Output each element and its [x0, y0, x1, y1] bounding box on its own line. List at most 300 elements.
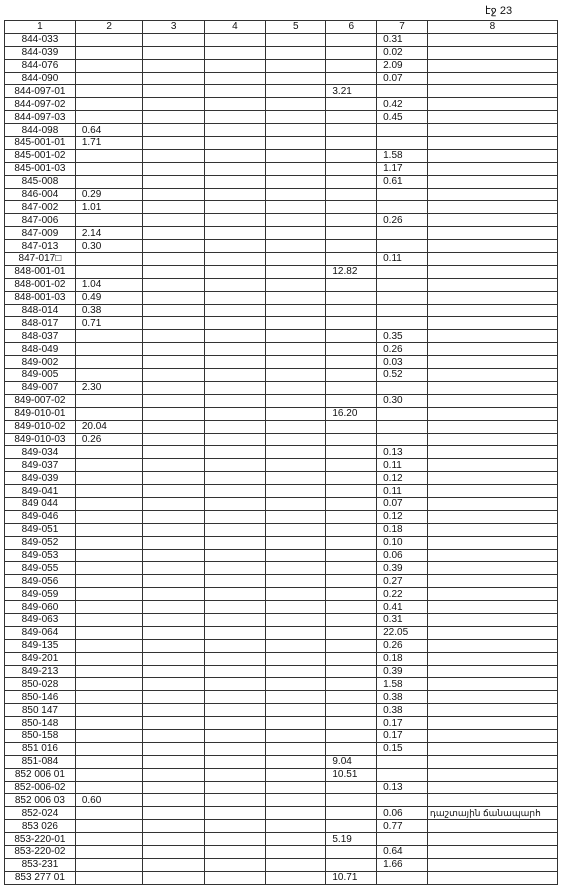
table-cell: 852 006 01 — [5, 768, 76, 781]
table-cell: 1.66 — [377, 858, 428, 871]
table-cell — [204, 433, 265, 446]
table-cell — [75, 613, 143, 626]
table-cell — [427, 330, 557, 343]
table-cell — [427, 871, 557, 884]
table-cell: 847-017□ — [5, 253, 76, 266]
table-cell — [326, 394, 377, 407]
table-cell — [204, 665, 265, 678]
table-row — [5, 652, 558, 665]
table-row — [5, 536, 558, 549]
table-cell — [204, 111, 265, 124]
table-cell: 0.13 — [377, 781, 428, 794]
table-cell — [143, 356, 204, 369]
table-cell: 852-024 — [5, 807, 76, 820]
table-cell — [75, 846, 143, 859]
table-cell — [75, 265, 143, 278]
table-cell: 5.19 — [326, 833, 377, 846]
table-cell: 849-007-02 — [5, 394, 76, 407]
table-cell — [427, 420, 557, 433]
table-cell: 844-097-02 — [5, 98, 76, 111]
table-cell — [266, 626, 326, 639]
table-cell: 0.17 — [377, 717, 428, 730]
table-cell — [326, 485, 377, 498]
table-cell — [427, 433, 557, 446]
table-row — [5, 820, 558, 833]
table-cell — [326, 175, 377, 188]
table-cell: 0.38 — [377, 691, 428, 704]
table-cell — [204, 871, 265, 884]
table-cell — [143, 768, 204, 781]
table-cell — [266, 227, 326, 240]
table-cell — [377, 201, 428, 214]
table-cell — [266, 794, 326, 807]
table-row — [5, 59, 558, 72]
table-row — [5, 601, 558, 614]
table-cell — [427, 575, 557, 588]
table-body — [5, 33, 558, 884]
table-cell — [204, 575, 265, 588]
table-cell: 9.04 — [326, 755, 377, 768]
table-row — [5, 33, 558, 46]
table-cell: 12.82 — [326, 265, 377, 278]
table-cell — [266, 704, 326, 717]
table-cell — [204, 485, 265, 498]
table-cell — [266, 588, 326, 601]
table-cell — [143, 265, 204, 278]
table-cell — [204, 639, 265, 652]
table-cell — [75, 72, 143, 85]
table-cell — [427, 59, 557, 72]
table-cell — [326, 291, 377, 304]
table-cell: 0.31 — [377, 33, 428, 46]
table-cell — [266, 846, 326, 859]
column-header: 7 — [377, 21, 428, 34]
table-cell — [204, 717, 265, 730]
table-cell — [204, 253, 265, 266]
table-cell — [427, 626, 557, 639]
table-cell — [427, 304, 557, 317]
table-cell — [204, 356, 265, 369]
table-cell — [427, 369, 557, 382]
table-row — [5, 227, 558, 240]
table-cell — [427, 652, 557, 665]
table-cell — [427, 85, 557, 98]
table-cell — [75, 523, 143, 536]
table-cell — [427, 588, 557, 601]
table-cell: 847-009 — [5, 227, 76, 240]
table-cell — [75, 755, 143, 768]
table-cell — [75, 781, 143, 794]
table-row — [5, 381, 558, 394]
table-cell — [75, 459, 143, 472]
table-cell — [143, 137, 204, 150]
table-cell — [266, 111, 326, 124]
table-cell — [377, 137, 428, 150]
table-cell — [204, 523, 265, 536]
table-row — [5, 253, 558, 266]
table-cell — [75, 742, 143, 755]
table-cell — [427, 781, 557, 794]
table-cell — [427, 742, 557, 755]
table-row — [5, 394, 558, 407]
table-cell — [75, 729, 143, 742]
table-cell: 2.09 — [377, 59, 428, 72]
table-cell: 0.18 — [377, 523, 428, 536]
table-cell: 849-055 — [5, 562, 76, 575]
table-cell — [204, 768, 265, 781]
table-row — [5, 291, 558, 304]
table-cell: 0.60 — [75, 794, 143, 807]
table-cell — [326, 369, 377, 382]
column-header: 4 — [204, 21, 265, 34]
table-cell — [427, 549, 557, 562]
table-cell — [143, 278, 204, 291]
table-cell — [75, 98, 143, 111]
table-cell — [75, 820, 143, 833]
table-cell: 845-001-03 — [5, 162, 76, 175]
table-cell — [75, 343, 143, 356]
table-row — [5, 356, 558, 369]
table-cell — [266, 562, 326, 575]
table-cell — [427, 678, 557, 691]
table-cell — [75, 369, 143, 382]
table-cell — [326, 227, 377, 240]
table-cell — [266, 137, 326, 150]
table-cell — [326, 652, 377, 665]
table-cell — [326, 137, 377, 150]
table-cell — [204, 124, 265, 137]
table-cell: 853-220-02 — [5, 846, 76, 859]
table-cell — [326, 820, 377, 833]
table-cell — [204, 394, 265, 407]
table-cell — [427, 794, 557, 807]
table-cell: 0.11 — [377, 485, 428, 498]
table-cell — [427, 72, 557, 85]
table-cell — [204, 833, 265, 846]
table-cell — [326, 330, 377, 343]
table-cell — [143, 240, 204, 253]
table-cell: 0.77 — [377, 820, 428, 833]
table-cell — [326, 124, 377, 137]
table-cell: 844-076 — [5, 59, 76, 72]
table-cell — [326, 111, 377, 124]
table-row — [5, 794, 558, 807]
table-cell: 853-231 — [5, 858, 76, 871]
table-cell — [427, 98, 557, 111]
table-cell — [326, 72, 377, 85]
table-cell — [266, 871, 326, 884]
table-cell — [75, 858, 143, 871]
table-cell — [143, 111, 204, 124]
table-cell: 1.71 — [75, 137, 143, 150]
table-cell — [75, 601, 143, 614]
table-cell — [75, 510, 143, 523]
table-cell — [266, 755, 326, 768]
table-cell — [377, 188, 428, 201]
table-cell: 0.27 — [377, 575, 428, 588]
table-cell — [377, 833, 428, 846]
table-cell — [326, 278, 377, 291]
table-cell — [427, 162, 557, 175]
table-row — [5, 175, 558, 188]
table-cell — [266, 369, 326, 382]
table-cell — [427, 497, 557, 510]
table-cell — [326, 497, 377, 510]
table-cell — [326, 536, 377, 549]
table-cell — [266, 639, 326, 652]
table-cell: 20.04 — [75, 420, 143, 433]
table-row — [5, 111, 558, 124]
table-cell — [427, 137, 557, 150]
table-cell — [143, 755, 204, 768]
table-cell: 0.18 — [377, 652, 428, 665]
table-cell — [75, 549, 143, 562]
table-row — [5, 704, 558, 717]
table-cell — [204, 149, 265, 162]
table-cell — [377, 278, 428, 291]
table-cell: 1.17 — [377, 162, 428, 175]
table-cell — [326, 59, 377, 72]
table-cell — [266, 613, 326, 626]
table-cell — [427, 510, 557, 523]
table-cell — [326, 433, 377, 446]
table-cell — [326, 807, 377, 820]
table-cell — [326, 162, 377, 175]
table-cell — [204, 317, 265, 330]
table-cell: 850-028 — [5, 678, 76, 691]
table-cell: 848-001-03 — [5, 291, 76, 304]
table-cell: 849-037 — [5, 459, 76, 472]
table-cell — [266, 472, 326, 485]
table-cell: 1.04 — [75, 278, 143, 291]
table-cell — [143, 794, 204, 807]
table-cell — [326, 420, 377, 433]
table-cell — [266, 253, 326, 266]
table-row — [5, 188, 558, 201]
table-cell — [75, 407, 143, 420]
table-cell — [75, 33, 143, 46]
table-cell — [204, 343, 265, 356]
table-cell — [204, 742, 265, 755]
table-cell: 16.20 — [326, 407, 377, 420]
table-cell — [204, 137, 265, 150]
table-cell: 0.31 — [377, 613, 428, 626]
table-cell: 844-039 — [5, 46, 76, 59]
table-cell: 0.39 — [377, 665, 428, 678]
table-cell — [326, 381, 377, 394]
table-cell — [143, 188, 204, 201]
table-cell — [204, 85, 265, 98]
table-row — [5, 678, 558, 691]
table-cell: 0.30 — [377, 394, 428, 407]
header-row — [5, 21, 558, 34]
table-cell: 853-220-01 — [5, 833, 76, 846]
table-cell: 0.41 — [377, 601, 428, 614]
table-cell — [266, 149, 326, 162]
table-cell — [75, 46, 143, 59]
table-cell — [326, 188, 377, 201]
table-cell: 847-006 — [5, 214, 76, 227]
column-header: 3 — [143, 21, 204, 34]
table-cell — [427, 665, 557, 678]
table-cell: 849-135 — [5, 639, 76, 652]
table-row — [5, 124, 558, 137]
table-cell — [427, 201, 557, 214]
table-cell — [377, 381, 428, 394]
table-cell: 0.39 — [377, 562, 428, 575]
table-row — [5, 472, 558, 485]
table-cell — [143, 253, 204, 266]
table-cell — [143, 472, 204, 485]
table-cell — [427, 768, 557, 781]
table-cell — [75, 162, 143, 175]
table-cell — [326, 781, 377, 794]
column-header: 8 — [427, 21, 557, 34]
table-cell: 0.45 — [377, 111, 428, 124]
table-cell: 849-063 — [5, 613, 76, 626]
table-cell: 849-002 — [5, 356, 76, 369]
table-row — [5, 85, 558, 98]
table-cell: 0.12 — [377, 510, 428, 523]
table-cell — [427, 446, 557, 459]
table-cell — [377, 407, 428, 420]
table-cell: 1.58 — [377, 678, 428, 691]
table-cell — [143, 72, 204, 85]
table-cell: 852 006 03 — [5, 794, 76, 807]
table-cell — [204, 175, 265, 188]
table-row — [5, 781, 558, 794]
table-cell — [266, 575, 326, 588]
table-cell: 850-148 — [5, 717, 76, 730]
table-cell — [204, 807, 265, 820]
table-cell — [204, 201, 265, 214]
table-cell — [326, 253, 377, 266]
table-cell — [143, 369, 204, 382]
table-cell — [427, 265, 557, 278]
table-cell — [266, 33, 326, 46]
table-row — [5, 149, 558, 162]
table-cell — [204, 497, 265, 510]
table-cell — [143, 846, 204, 859]
table-cell: 849-010-02 — [5, 420, 76, 433]
table-cell — [266, 549, 326, 562]
table-cell — [326, 356, 377, 369]
table-cell — [326, 446, 377, 459]
table-cell — [204, 162, 265, 175]
column-header: 5 — [266, 21, 326, 34]
table-cell — [143, 330, 204, 343]
table-cell — [326, 846, 377, 859]
table-cell — [266, 330, 326, 343]
table-cell: 845-001-01 — [5, 137, 76, 150]
table-cell — [266, 175, 326, 188]
table-row — [5, 278, 558, 291]
table-cell — [75, 588, 143, 601]
table-cell — [143, 497, 204, 510]
table-cell: 849-059 — [5, 588, 76, 601]
table-cell — [143, 871, 204, 884]
table-cell — [75, 149, 143, 162]
table-cell — [326, 214, 377, 227]
table-cell — [266, 265, 326, 278]
table-cell: 10.51 — [326, 768, 377, 781]
table-cell — [143, 781, 204, 794]
table-cell — [143, 536, 204, 549]
table-cell — [427, 472, 557, 485]
table-cell — [204, 98, 265, 111]
table-cell — [204, 214, 265, 227]
table-row — [5, 871, 558, 884]
table-cell — [266, 291, 326, 304]
table-cell — [326, 149, 377, 162]
table-cell: 0.26 — [377, 214, 428, 227]
table-cell — [266, 485, 326, 498]
table-cell: 849-052 — [5, 536, 76, 549]
table-cell: 847-013 — [5, 240, 76, 253]
table-cell — [143, 59, 204, 72]
table-cell — [204, 562, 265, 575]
table-cell — [266, 459, 326, 472]
table-row — [5, 330, 558, 343]
table-cell — [427, 227, 557, 240]
table-row — [5, 317, 558, 330]
table-cell — [427, 278, 557, 291]
table-cell — [204, 265, 265, 278]
table-cell — [266, 729, 326, 742]
table-cell — [75, 394, 143, 407]
table-cell — [427, 729, 557, 742]
table-cell — [75, 678, 143, 691]
table-cell — [143, 717, 204, 730]
table-cell — [143, 433, 204, 446]
table-cell: 849-007 — [5, 381, 76, 394]
table-cell — [266, 356, 326, 369]
land-parcel-table — [4, 20, 558, 885]
table-cell: 849-034 — [5, 446, 76, 459]
table-row — [5, 510, 558, 523]
table-cell: 850 147 — [5, 704, 76, 717]
table-cell — [204, 472, 265, 485]
table-cell — [143, 201, 204, 214]
table-cell — [266, 601, 326, 614]
table-row — [5, 833, 558, 846]
table-cell — [326, 717, 377, 730]
table-cell: 845-001-02 — [5, 149, 76, 162]
table-cell — [143, 381, 204, 394]
table-cell: 0.07 — [377, 497, 428, 510]
table-cell — [427, 459, 557, 472]
table-cell — [266, 304, 326, 317]
table-cell — [266, 46, 326, 59]
table-row — [5, 665, 558, 678]
table-row — [5, 858, 558, 871]
table-cell — [326, 304, 377, 317]
table-cell — [204, 420, 265, 433]
table-cell — [377, 755, 428, 768]
table-cell — [143, 665, 204, 678]
table-cell — [266, 278, 326, 291]
table-cell — [266, 717, 326, 730]
table-cell — [427, 639, 557, 652]
table-cell — [427, 240, 557, 253]
table-cell: 849-213 — [5, 665, 76, 678]
table-cell — [266, 188, 326, 201]
table-cell — [266, 523, 326, 536]
table-cell — [326, 613, 377, 626]
table-cell — [326, 562, 377, 575]
table-cell — [427, 343, 557, 356]
table-cell — [143, 613, 204, 626]
